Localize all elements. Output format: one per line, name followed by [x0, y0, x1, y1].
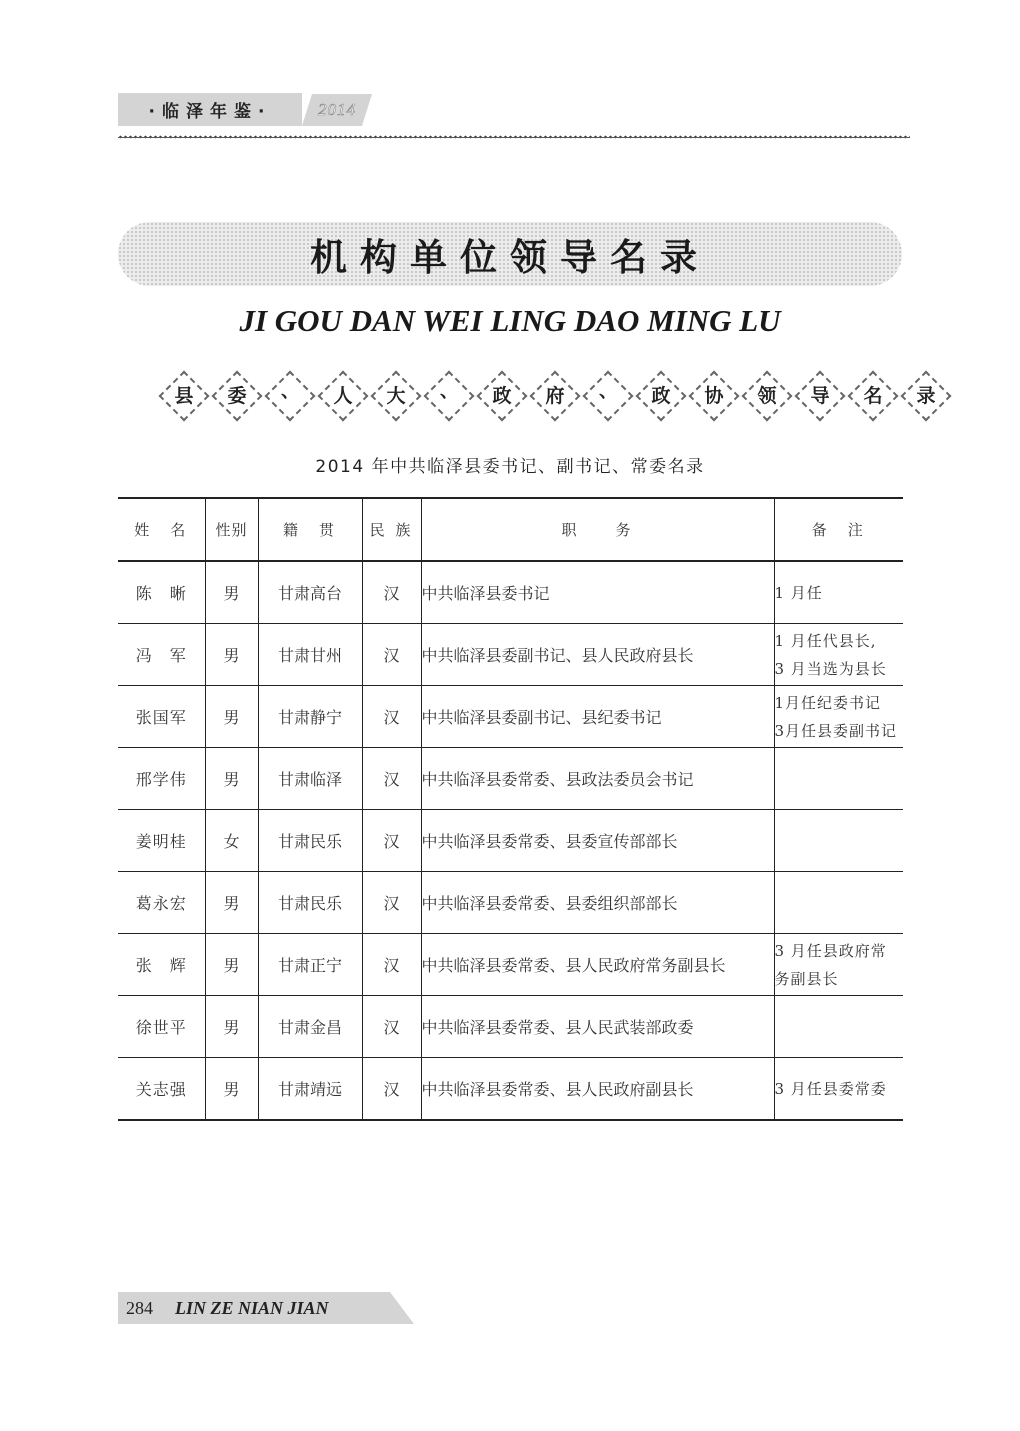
- page-number: 284: [126, 1298, 153, 1318]
- cell-note: [774, 624, 903, 686]
- header-position: 职 务: [421, 498, 774, 561]
- heading-diamond: [898, 368, 954, 424]
- cell-ethnicity: 汉: [362, 561, 421, 624]
- heading-diamond: [792, 368, 848, 424]
- cell-ethnicity: 汉: [362, 996, 421, 1058]
- table-row: [118, 810, 903, 872]
- heading-char: 政: [492, 385, 512, 407]
- year-label: 2014: [318, 100, 356, 119]
- heading-char: 委: [227, 385, 247, 407]
- cell-ethnicity: 汉: [362, 872, 421, 934]
- cell-origin: 甘肃金昌: [258, 996, 362, 1058]
- heading-diamond: [580, 368, 636, 424]
- heading-char: 政: [651, 385, 671, 407]
- cell-note: [774, 1058, 903, 1121]
- cell-note: [774, 996, 903, 1058]
- cell-gender: 男: [205, 996, 258, 1058]
- heading-diamond: [156, 368, 212, 424]
- page-title: 机构单位领导名录: [310, 235, 710, 279]
- cell-name: 张 辉: [118, 934, 205, 996]
- year-badge: [302, 94, 372, 126]
- table-row: [118, 1058, 903, 1121]
- cell-note: [774, 872, 903, 934]
- cell-origin: 甘肃高台: [258, 561, 362, 624]
- heading-diamond: [633, 368, 689, 424]
- cell-name: 姜明桂: [118, 810, 205, 872]
- note-line: 3 月当选为县长: [774, 659, 887, 678]
- header-name: 姓 名: [118, 498, 205, 561]
- cell-ethnicity: 汉: [362, 686, 421, 748]
- cell-position: 中共临泽县委常委、县委组织部部长: [421, 872, 774, 934]
- heading-diamond: [739, 368, 795, 424]
- note-line: 1 月任代县长,: [774, 631, 877, 650]
- heading-diamond: [686, 368, 742, 424]
- cell-position: 中共临泽县委常委、县委宣传部部长: [421, 810, 774, 872]
- heading-char: 协: [704, 385, 724, 407]
- cell-gender: 男: [205, 1058, 258, 1121]
- header-divider: [118, 135, 910, 139]
- cell-origin: 甘肃临泽: [258, 748, 362, 810]
- cell-ethnicity: 汉: [362, 624, 421, 686]
- heading-char: 导: [810, 385, 830, 407]
- cell-gender: 男: [205, 748, 258, 810]
- cell-gender: 男: [205, 561, 258, 624]
- running-header-title: ·临泽年鉴·: [118, 93, 302, 126]
- page-footer: [118, 1292, 414, 1324]
- note-line: 3 月任县委常委: [774, 1079, 887, 1098]
- table-row: [118, 561, 903, 624]
- page-title-pinyin: JI GOU DAN WEI LING DAO MING LU: [239, 303, 781, 338]
- cell-name: 葛永宏: [118, 872, 205, 934]
- heading-char: 、: [599, 381, 617, 402]
- heading-char: 县: [174, 385, 194, 407]
- cell-position: 中共临泽县委常委、县人民政府副县长: [421, 1058, 774, 1121]
- table-row: [118, 624, 903, 686]
- cell-name: 关志强: [118, 1058, 205, 1121]
- note-line: 务副县长: [774, 969, 839, 988]
- cell-position: 中共临泽县委副书记、县人民政府县长: [421, 624, 774, 686]
- cell-origin: 甘肃民乐: [258, 810, 362, 872]
- heading-diamond: [209, 368, 265, 424]
- heading-diamond: [421, 368, 477, 424]
- cell-gender: 男: [205, 872, 258, 934]
- cell-position: 中共临泽县委常委、县政法委员会书记: [421, 748, 774, 810]
- cell-note: [774, 686, 903, 748]
- heading-char: 录: [916, 385, 936, 407]
- heading-diamond: [315, 368, 371, 424]
- cell-note: [774, 561, 903, 624]
- cell-position: 中共临泽县委副书记、县纪委书记: [421, 686, 774, 748]
- cell-name: 张国军: [118, 686, 205, 748]
- heading-char: 、: [440, 381, 458, 402]
- cell-name: 冯 军: [118, 624, 205, 686]
- cell-origin: 甘肃甘州: [258, 624, 362, 686]
- heading-char: 大: [386, 385, 406, 407]
- section-heading: [156, 368, 936, 424]
- table-row: [118, 996, 903, 1058]
- cell-note: [774, 934, 903, 996]
- heading-char: 人: [333, 385, 353, 407]
- note-line: 1 月任: [774, 583, 823, 602]
- table-row: [118, 686, 903, 748]
- cell-name: 邢学伟: [118, 748, 205, 810]
- cell-ethnicity: 汉: [362, 934, 421, 996]
- cell-gender: 女: [205, 810, 258, 872]
- cell-position: 中共临泽县委常委、县人民武装部政委: [421, 996, 774, 1058]
- table-row: [118, 934, 903, 996]
- heading-char: 、: [281, 381, 299, 402]
- table-header-row: [118, 498, 903, 561]
- header-ethnicity: 民 族: [362, 498, 421, 561]
- cell-gender: 男: [205, 934, 258, 996]
- cell-origin: 甘肃民乐: [258, 872, 362, 934]
- heading-char: 名: [863, 385, 883, 407]
- heading-diamond: [368, 368, 424, 424]
- note-line: 3月任县委副书记: [774, 721, 898, 740]
- cell-position: 中共临泽县委书记: [421, 561, 774, 624]
- cell-note: [774, 748, 903, 810]
- header-gender: 性别: [205, 498, 258, 561]
- cell-gender: 男: [205, 624, 258, 686]
- heading-diamond: [262, 368, 318, 424]
- heading-char: 领: [757, 385, 777, 407]
- cell-origin: 甘肃靖远: [258, 1058, 362, 1121]
- cell-name: 徐世平: [118, 996, 205, 1058]
- heading-diamond: [845, 368, 901, 424]
- cell-origin: 甘肃静宁: [258, 686, 362, 748]
- heading-diamond: [474, 368, 530, 424]
- cell-ethnicity: 汉: [362, 748, 421, 810]
- note-line: 1月任纪委书记: [774, 693, 882, 712]
- cell-ethnicity: 汉: [362, 1058, 421, 1121]
- cell-origin: 甘肃正宁: [258, 934, 362, 996]
- cell-position: 中共临泽县委常委、县人民政府常务副县长: [421, 934, 774, 996]
- heading-char: 府: [545, 385, 565, 407]
- leaders-table: [118, 497, 903, 1121]
- cell-gender: 男: [205, 686, 258, 748]
- header-note: 备 注: [774, 498, 903, 561]
- heading-diamond: [527, 368, 583, 424]
- cell-note: [774, 810, 903, 872]
- cell-name: 陈 晰: [118, 561, 205, 624]
- table-caption: 2014 年中共临泽县委书记、副书记、常委名录: [315, 457, 705, 477]
- table-row: [118, 872, 903, 934]
- cell-ethnicity: 汉: [362, 810, 421, 872]
- header-origin: 籍 贯: [258, 498, 362, 561]
- footer-book-name: LIN ZE NIAN JIAN: [175, 1298, 329, 1318]
- table-row: [118, 748, 903, 810]
- note-line: 3 月任县政府常: [774, 941, 887, 960]
- title-banner: [118, 222, 902, 286]
